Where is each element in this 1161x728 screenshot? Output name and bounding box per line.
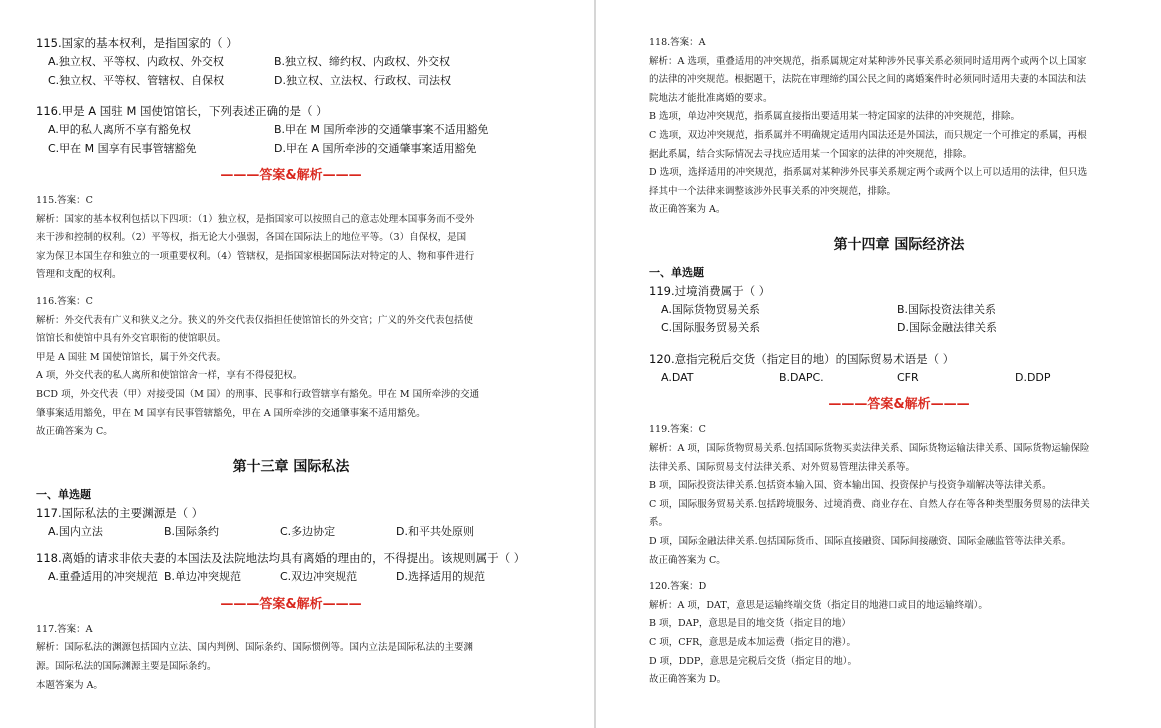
question-117-options — [36, 523, 546, 542]
question-116-stem: 116.甲是 A 国驻 M 国使馆馆长，下列表述正确的是（ ） — [36, 104, 328, 118]
answer-analysis-header: ———答案&解析——— — [828, 397, 970, 413]
explanation-line: C 项，国际服务贸易关系.包括跨境服务、过境消费、商业存在、自然人存在等各种类型服务贸易的法律关 — [649, 498, 1090, 510]
question-119-options — [649, 301, 1149, 338]
explanation-line: 馆馆长和使馆中具有外交官职衔的使馆职员。 — [36, 333, 227, 345]
explanation-line: A 项，外交代表的私人离所和使馆馆舍一样，享有不得侵犯权。 — [36, 370, 303, 382]
option-a: A.国际货物贸易关系 — [661, 302, 760, 316]
question-117-stem: 117.国际私法的主要渊源是（ ） — [36, 505, 204, 520]
explanation-line: 故正确答案为 A。 — [649, 204, 726, 216]
option-c: C.独立权、平等权、管辖权、自保权 — [48, 73, 225, 87]
explanation-line: 院地法才能批准离婚的要求。 — [649, 92, 773, 104]
explanation-line: 法律关系、国际贸易支付法律关系、对外贸易管理法律关系等。 — [649, 461, 916, 473]
explanation-line: 故正确答案为 C。 — [649, 554, 726, 566]
explanation-line: 119.答案：C — [649, 424, 706, 436]
explanation-line: BCD 项，外交代表（甲）对接受国（M 国）的刑事、民事和行政管辖享有豁免。甲在 M 国所牵涉的交通 — [36, 388, 480, 400]
option-b: B.单边冲突规范 — [164, 570, 242, 584]
question-119-stem: 119.过境消费属于（ ） — [649, 283, 771, 298]
question-116-options — [36, 121, 546, 158]
left-page-content — [36, 34, 546, 695]
option-b: B.国际条约 — [164, 524, 220, 538]
explanation-line: C 选项，双边冲突规范，指系属并不明确规定适用内国法还是外国法，而只规定一个可推定的系属，再根 — [649, 129, 1087, 141]
option-a: A.国内立法 — [48, 524, 103, 538]
explanation-line: 择其中一个法律来调整该涉外民事关系的冲突规范，排除。 — [649, 185, 897, 197]
option-d: D.独立权、立法权、行政权、司法权 — [274, 73, 451, 87]
option-b: B.DAPC. — [779, 370, 824, 384]
option-a: A.独立权、平等权、内政权、外交权 — [48, 55, 224, 68]
explanation-line: 据此系属，结合实际情况去寻找应适用某一个国家的法律的冲突规范，排除。 — [649, 148, 973, 160]
question-120-options — [649, 369, 1149, 388]
question-118-options — [36, 568, 546, 587]
option-a: A.甲的私人离所不享有豁免权 — [48, 123, 191, 136]
explanation-line: 故正确答案为 D。 — [649, 674, 727, 686]
answer-analysis-header: ———答案&解析——— — [220, 168, 362, 183]
explanation-line: 解析：国家的基本权利包括以下四项：（1）独立权，是指国家可以按照自己的意志处理本国事务而不受外 — [36, 213, 475, 225]
explanation-line: B 选项，单边冲突规范，指系属直接指出要适用某一特定国家的法律的冲突规范，排除。 — [649, 111, 1021, 123]
explanation-line: 甲是 A 国驻 M 国使馆馆长，属于外交代表。 — [36, 351, 227, 363]
explanation-117 — [36, 621, 546, 695]
section-heading: 一、单选题 — [36, 487, 91, 501]
chapter-13-title: 第十三章 国际私法 — [232, 458, 350, 475]
explanation-line: 115.答案：C — [36, 195, 93, 206]
explanation-line: 肇事案适用豁免，甲在 M 国享有民事管辖豁免，甲在 A 国所牵涉的交通肇事案不适用豁免。 — [36, 407, 426, 419]
explanation-116 — [36, 293, 546, 442]
explanation-118 — [649, 34, 1149, 220]
explanation-line: 解析：A 选项，重叠适用的冲突规范，指系属规定对某种涉外民事关系必须同时适用两个或两个以上国家 — [649, 55, 1087, 67]
explanation-119 — [649, 421, 1149, 570]
option-d: D.DDP — [1015, 370, 1051, 384]
explanation-120 — [649, 578, 1149, 690]
explanation-line: B 项，国际投资法律关系.包括资本输入国、资本输出国、投资保护与投资争端解决等法律关系。 — [649, 480, 1052, 492]
question-115-options — [36, 53, 546, 90]
right-page-content — [649, 34, 1149, 690]
option-c: CFR — [897, 370, 919, 384]
explanation-line: D 选项，选择适用的冲突规范，指系属对某种涉外民事关系规定两个或两个以上可以适用的法律，但只选 — [649, 167, 1088, 179]
question-115-stem: 115.国家的基本权利，是指国家的（ ） — [36, 36, 238, 50]
option-c: C.甲在 M 国享有民事管辖豁免 — [48, 141, 197, 155]
explanation-line: D 项，DDP，意思是完税后交货（指定目的地）。 — [649, 655, 858, 667]
section-heading: 一、单选题 — [649, 265, 704, 279]
option-d: D.选择适用的规范 — [396, 570, 485, 584]
explanation-line: 解析：A 项，DAT，意思是运输终端交货（指定目的地港口或目的地运输终端）。 — [649, 599, 988, 611]
option-c: C.双边冲突规范 — [280, 570, 358, 584]
explanation-line: 故正确答案为 C。 — [36, 426, 113, 438]
option-b: B.甲在 M 国所牵涉的交通肇事案不适用豁免 — [274, 123, 489, 136]
explanation-line: 本题答案为 A。 — [36, 679, 103, 691]
explanation-line: 解析：A 项，国际货物贸易关系.包括国际货物买卖法律关系、国际货物运输法律关系、国际货物运输保险 — [649, 443, 1090, 455]
option-d: D.国际金融法律关系 — [897, 321, 997, 335]
explanation-line: 117.答案：A — [36, 623, 93, 635]
explanation-line: 解析：国际私法的渊源包括国内立法、国内判例、国际条约、国际惯例等。国内立法是国际私法的主要渊 — [36, 642, 474, 654]
option-b: B.国际投资法律关系 — [897, 302, 997, 316]
option-a: A.重叠适用的冲突规范 — [48, 570, 158, 584]
explanation-line: 管理和支配的权利。 — [36, 269, 122, 281]
explanation-line: 家为保卫本国生存和独立的一项重要权利。（4）管辖权，是指国家根据国际法对特定的人、物和事件进行 — [36, 250, 475, 262]
explanation-line: 120.答案：D — [649, 581, 707, 593]
answer-analysis-header: ———答案&解析——— — [220, 596, 362, 612]
option-a: A.DAT — [661, 370, 694, 384]
question-120-stem: 120.意指完税后交货（指定目的地）的国际贸易术语是（ ） — [649, 351, 955, 366]
explanation-line: B 项，DAP，意思是目的地交货（指定目的地） — [649, 618, 851, 630]
explanation-line: 系。 — [649, 517, 669, 529]
option-d: D.甲在 A 国所牵涉的交通肇事案适用豁免 — [274, 141, 477, 155]
explanation-line: 源。国际私法的国际渊源主要是国际条约。 — [36, 660, 217, 672]
explanation-line: 的法律的冲突规范。根据题干，法院在审理缔约国公民之间的离婚案件时必须同时适用夫妻的本国法和法 — [649, 74, 1087, 86]
explanation-115 — [36, 192, 546, 285]
explanation-line: 118.答案：A — [649, 37, 706, 48]
explanation-line: 116.答案：C — [36, 295, 93, 307]
explanation-line: C 项，CFR，意思是成本加运费（指定目的港）。 — [649, 636, 857, 648]
explanation-line: D 项，国际金融法律关系.包括国际货币、国际直接融资、国际间接融资、国际金融监管等法律关系。 — [649, 536, 1072, 547]
right-page — [596, 0, 1161, 728]
explanation-line: 来干涉和控制的权利。（2）平等权，指无论大小强弱，各国在国际法上的地位平等。（3）自保权，是国 — [36, 232, 467, 244]
option-b: B.独立权、缔约权、内政权、外交权 — [274, 55, 451, 68]
option-c: C.多边协定 — [280, 524, 336, 538]
option-d: D.和平共处原则 — [396, 524, 474, 538]
option-c: C.国际服务贸易关系 — [661, 321, 761, 335]
chapter-14-title: 第十四章 国际经济法 — [833, 236, 965, 253]
question-118-stem: 118.离婚的请求非依夫妻的本国法及法院地法均具有离婚的理由的，不得提出。该规则属于（ ） — [36, 551, 526, 566]
explanation-line: 解析：外交代表有广义和狭义之分。狭义的外交代表仅指担任使馆馆长的外交官；广义的外交代表包括使 — [36, 314, 474, 326]
